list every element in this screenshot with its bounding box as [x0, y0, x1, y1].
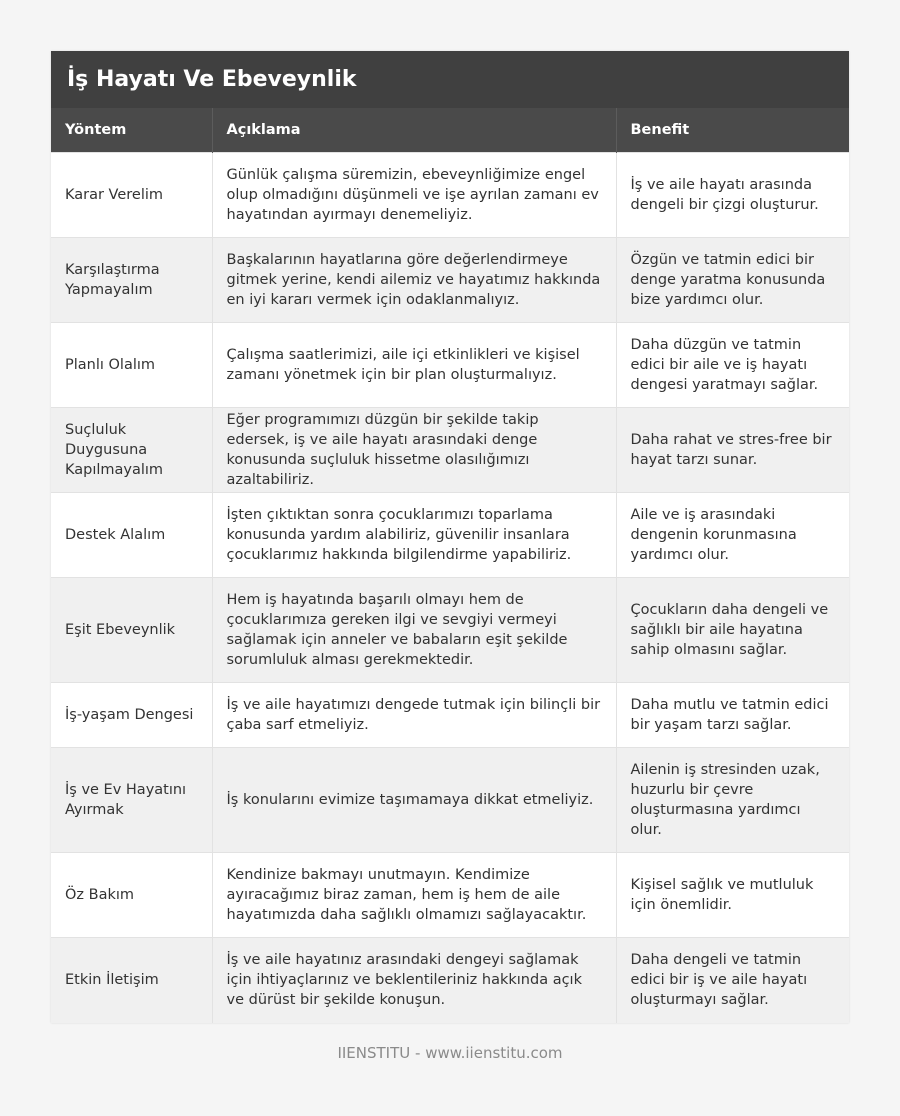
cell-description: İş konularını evimize taşımamaya dikkat etmeliyiz.: [212, 748, 616, 853]
cell-benefit: Çocukların daha dengeli ve sağlıklı bir aile hayatına sahip olmasını sağlar.: [616, 578, 849, 683]
table-row: [51, 238, 849, 323]
cell-benefit: Daha rahat ve stres-free bir hayat tarzı sunar.: [616, 408, 849, 493]
table-row: [51, 323, 849, 408]
cell-method: İş ve Ev Hayatını Ayırmak: [51, 748, 212, 853]
data-table: [51, 108, 849, 1023]
cell-description: Hem iş hayatında başarılı olmayı hem de çocuklarımıza gereken ilgi ve sevgiyi vermeyi sağlamak için anneler ve babaların eşit şekilde sorumluluk alması gerekmektedir.: [212, 578, 616, 683]
cell-description: Başkalarının hayatlarına göre değerlendirmeye gitmek yerine, kendi ailemiz ve hayatımız hakkında en iyi kararı vermek için odaklanmalıyız.: [212, 238, 616, 323]
page-title: İş Hayatı Ve Ebeveynlik: [51, 51, 849, 108]
cell-description: İş ve aile hayatınız arasındaki dengeyi sağlamak için ihtiyaçlarınız ve beklentileriniz hakkında açık ve dürüst bir şekilde konuşun.: [212, 938, 616, 1023]
cell-description: Çalışma saatlerimizi, aile içi etkinlikleri ve kişisel zamanı yönetmek için bir plan oluşturmalıyız.: [212, 323, 616, 408]
cell-method: Öz Bakım: [51, 853, 212, 938]
cell-benefit: Daha düzgün ve tatmin edici bir aile ve iş hayatı dengesi yaratmayı sağlar.: [616, 323, 849, 408]
table-card: [51, 51, 849, 1023]
cell-description: İşten çıktıktan sonra çocuklarımızı toparlama konusunda yardım alabiliriz, güvenilir insanlara çocuklarımız hakkında bilgilendirme yapabiliriz.: [212, 493, 616, 578]
column-header-description: Açıklama: [212, 108, 616, 153]
cell-method: Suçluluk Duygusuna Kapılmayalım: [51, 408, 212, 493]
cell-description: Eğer programımızı düzgün bir şekilde takip edersek, iş ve aile hayatı arasındaki denge konusunda suçluluk hissetme olasılığımızı azaltabiliriz.: [212, 408, 616, 493]
footer-credit: IIENSTITU - www.iienstitu.com: [337, 1044, 563, 1062]
table-row: [51, 578, 849, 683]
cell-benefit: İş ve aile hayatı arasında dengeli bir çizgi oluşturur.: [616, 153, 849, 238]
cell-description: İş ve aile hayatımızı dengede tutmak için bilinçli bir çaba sarf etmeliyiz.: [212, 683, 616, 748]
cell-benefit: Daha dengeli ve tatmin edici bir iş ve aile hayatı oluşturmayı sağlar.: [616, 938, 849, 1023]
column-header-method: Yöntem: [51, 108, 212, 153]
table-row: [51, 153, 849, 238]
cell-method: Etkin İletişim: [51, 938, 212, 1023]
cell-method: Eşit Ebeveynlik: [51, 578, 212, 683]
table-row: [51, 938, 849, 1023]
cell-method: Karşılaştırma Yapmayalım: [51, 238, 212, 323]
cell-benefit: Aile ve iş arasındaki dengenin korunmasına yardımcı olur.: [616, 493, 849, 578]
cell-benefit: Daha mutlu ve tatmin edici bir yaşam tarzı sağlar.: [616, 683, 849, 748]
cell-method: İş-yaşam Dengesi: [51, 683, 212, 748]
cell-method: Karar Verelim: [51, 153, 212, 238]
table-row: [51, 748, 849, 853]
table-row: [51, 493, 849, 578]
cell-benefit: Özgün ve tatmin edici bir denge yaratma konusunda bize yardımcı olur.: [616, 238, 849, 323]
column-header-benefit: Benefit: [616, 108, 849, 153]
table-row: [51, 408, 849, 493]
cell-description: Günlük çalışma süremizin, ebeveynliğimize engel olup olmadığını düşünmeli ve işe ayrılan zamanı ev hayatından ayırmayı denemeliyiz.: [212, 153, 616, 238]
table-header-row: [51, 108, 849, 153]
cell-description: Kendinize bakmayı unutmayın. Kendimize ayıracağımız biraz zaman, hem iş hem de aile hayatımızda daha sağlıklı olmamızı sağlayacaktır.: [212, 853, 616, 938]
table-row: [51, 853, 849, 938]
cell-benefit: Kişisel sağlık ve mutluluk için önemlidir.: [616, 853, 849, 938]
cell-benefit: Ailenin iş stresinden uzak, huzurlu bir çevre oluşturmasına yardımcı olur.: [616, 748, 849, 853]
cell-method: Destek Alalım: [51, 493, 212, 578]
table-row: [51, 683, 849, 748]
cell-method: Planlı Olalım: [51, 323, 212, 408]
